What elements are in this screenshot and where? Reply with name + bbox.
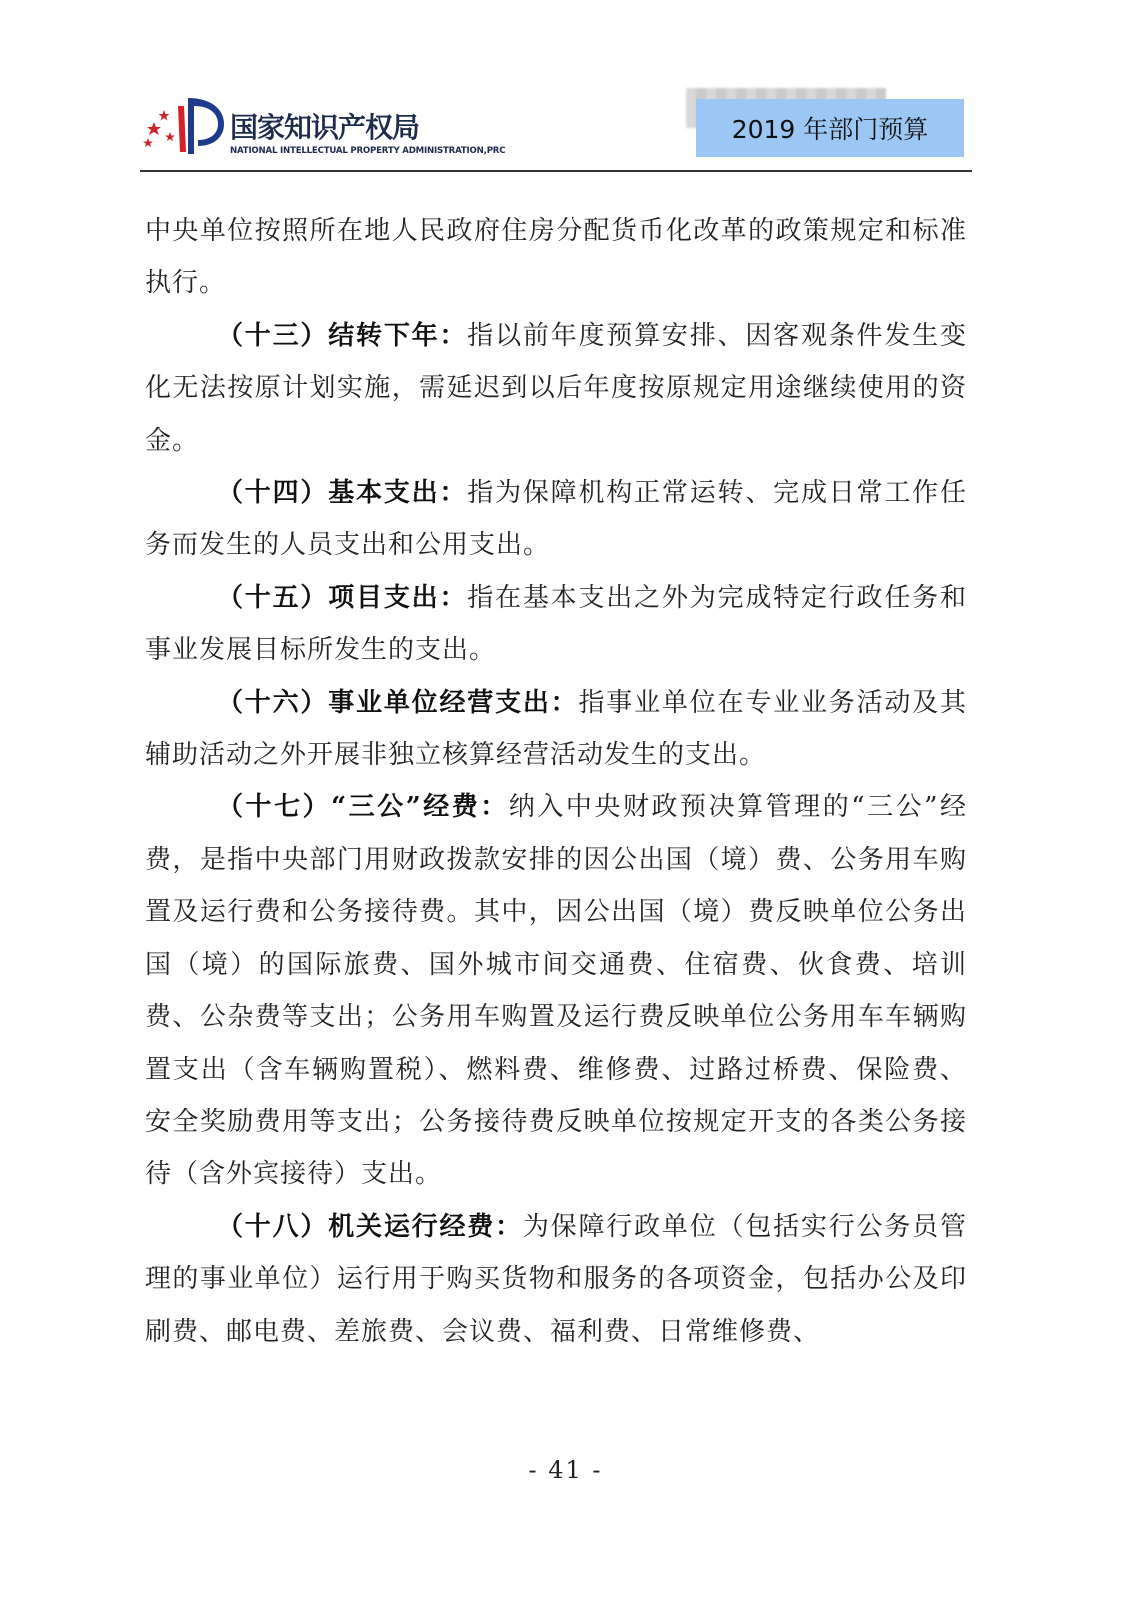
- term-heading: （十四）基本支出：: [217, 478, 468, 509]
- term-heading: （十三）结转下年：: [217, 320, 468, 351]
- logo-subtitle: NATIONAL INTELLECTUAL PROPERTY ADMINISTRATION,PRC: [230, 146, 506, 156]
- document-body: [145, 205, 967, 1358]
- term-heading: （十八）机关运行经费：: [217, 1211, 523, 1242]
- paragraph-text: 指在基本支出之外为完成特定行政任务和事业发展目标所发生的支出。: [145, 582, 967, 666]
- paragraph: [145, 677, 967, 782]
- paragraph: [145, 781, 967, 1200]
- paragraph-text: 指事业单位在专业业务活动及其辅助活动之外开展非独立核算经营活动发生的支出。: [145, 687, 967, 771]
- paragraph-text: 指以前年度预算安排、因客观条件发生变化无法按原计划实施，需延迟到以后年度按原规定用途继续使用的资金。: [145, 320, 967, 456]
- budget-year-badge: 2019 年部门预算: [696, 99, 964, 157]
- paragraph: [145, 467, 967, 572]
- term-heading: （十七）“三公”经费：: [217, 792, 509, 823]
- header-divider: [140, 170, 972, 172]
- cnipa-logo-icon: [140, 92, 230, 162]
- paragraph: [145, 310, 967, 467]
- paragraph-text: 中央单位按照所在地人民政府住房分配货币化改革的政策规定和标准执行。: [145, 216, 967, 299]
- term-heading: （十六）事业单位经营支出：: [217, 687, 579, 718]
- page-header: [140, 82, 972, 174]
- paragraph-text: 为保障行政单位（包括实行公务员管理的事业单位）运行用于购买货物和服务的各项资金，包括办公及印刷费、邮电费、差旅费、会议费、福利费、日常维修费、: [145, 1211, 967, 1347]
- term-heading: （十五）项目支出：: [217, 582, 468, 613]
- paragraph-text: 纳入中央财政预决算管理的“三公”经费，是指中央部门用财政拨款安排的因公出国（境）费、公务用车购置及运行费和公务接待费。其中，因公出国（境）费反映单位公务出国（境）的国际旅费、国外城市间交通费、住宿费、伙食费、培训费、公杂费等支出；公务用车购置及运行费反映单位公务用车车辆购置支出（含车辆购置税）、燃料费、维修费、过路过桥费、保险费、安全奖励费用等支出；公务接待费反映单位按规定开支的各类公务接待（含外宾接待）支出。: [145, 792, 967, 1190]
- paragraph-text: 指为保障机构正常运转、完成日常工作任务而发生的人员支出和公用支出。: [145, 478, 967, 561]
- logo-title: 国家知识产权局: [230, 111, 420, 144]
- paragraph: [145, 1201, 967, 1358]
- paragraph: [145, 572, 967, 677]
- paragraph: [145, 205, 967, 310]
- page-number: - 41 -: [528, 1456, 603, 1484]
